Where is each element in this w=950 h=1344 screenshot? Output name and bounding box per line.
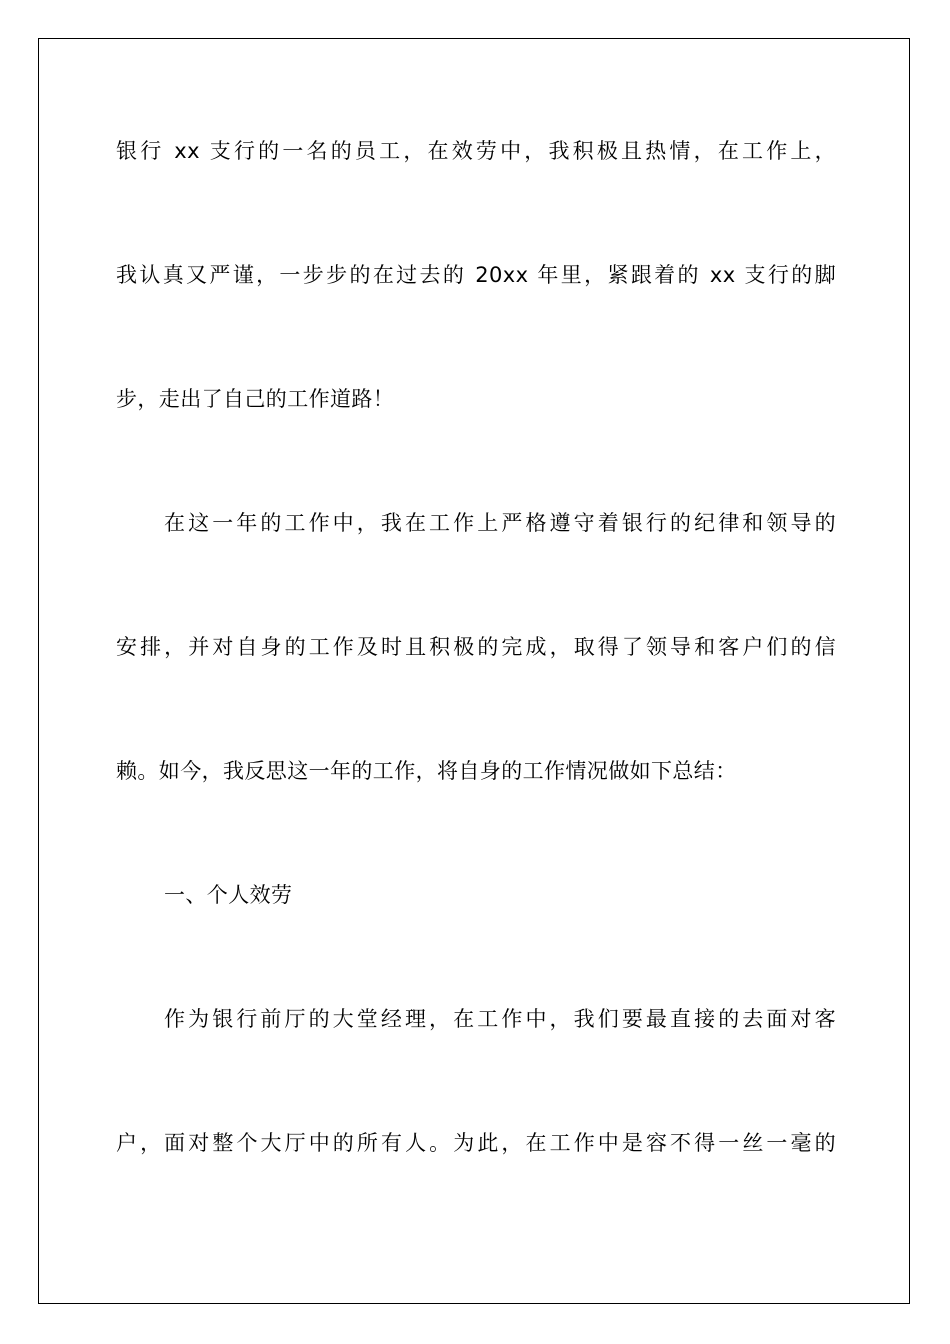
paragraph-line: 户，面对整个大厅中的所有人。为此，在工作中是容不得一丝一毫的 bbox=[116, 1131, 836, 1155]
paragraph-line: 作为银行前厅的大堂经理，在工作中，我们要最直接的去面对客 bbox=[164, 1007, 836, 1031]
paragraph-line: 在这一年的工作中，我在工作上严格遵守着银行的纪律和领导的 bbox=[164, 511, 836, 535]
paragraph-line: 步，走出了自己的工作道路！ bbox=[116, 387, 395, 411]
paragraph-line: 我认真又严谨，一步步的在过去的 20xx 年里，紧跟着的 xx 支行的脚 bbox=[116, 263, 836, 287]
paragraph-line: 银行 xx 支行的一名的员工，在效劳中，我积极且热情，在工作上， bbox=[116, 139, 836, 163]
paragraph-line: 安排，并对自身的工作及时且积极的完成，取得了领导和客户们的信 bbox=[116, 635, 836, 659]
page-border bbox=[38, 38, 910, 1304]
paragraph-line: 赖。如今，我反思这一年的工作，将自身的工作情况做如下总结： bbox=[116, 759, 737, 783]
section-heading: 一、个人效劳 bbox=[164, 883, 293, 907]
